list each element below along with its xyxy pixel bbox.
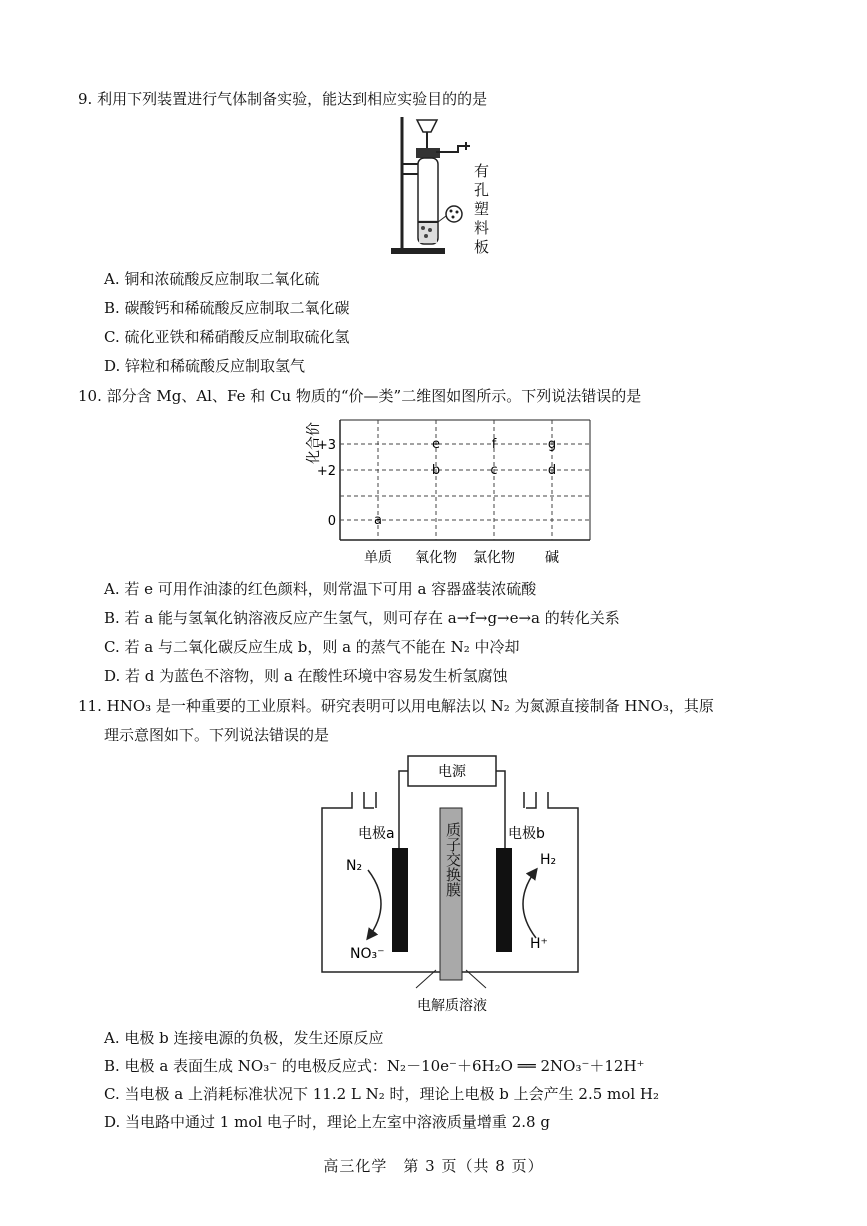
q11-option-b: B. 电极 a 表面生成 NO₃⁻ 的电极反应式：N₂－10e⁻＋6H₂O ══ 2NO₃⁻＋12H⁺ (104, 1057, 645, 1075)
q11-electrolyte-label: 电解质溶液 (417, 998, 487, 1014)
q10-ytick: 0 (327, 514, 336, 529)
q11-no3-label: NO₃⁻ (350, 946, 385, 962)
q10-xtick: 氧化物 (415, 550, 457, 566)
q10-ytick: +2 (316, 464, 336, 479)
q10-xtick: 氯化物 (473, 550, 515, 566)
q9-option-b: B. 碳酸钙和稀硫酸反应制取二氧化碳 (104, 299, 350, 317)
q9-label-char: 板 (474, 238, 490, 256)
q11-option-a: A. 电极 b 连接电源的负极，发生还原反应 (104, 1029, 384, 1047)
q10-point-g: g (547, 437, 557, 452)
q11-membrane-text: 质子交换膜 (444, 822, 462, 897)
q10-point-e: e (432, 437, 440, 452)
q9-option-d: D. 锌粒和稀硫酸反应制取氢气 (104, 357, 306, 375)
q10-valence-class-chart (298, 412, 598, 570)
q11-electrode-b-label: 电极b (508, 826, 545, 842)
q10-option-d: D. 若 d 为蓝色不溶物，则 a 在酸性环境中容易发生析氢腐蚀 (104, 667, 508, 685)
q10-point-d: d (547, 463, 557, 478)
q10-option-a: A. 若 e 可用作油漆的红色颜料，则常温下可用 a 容器盛装浓硫酸 (104, 580, 537, 598)
page-footer: 高三化学 第 3 页（共 8 页） (323, 1157, 544, 1175)
q10-point-f: f (491, 437, 497, 452)
q11-membrane-label (440, 822, 462, 897)
q10-xtick: 碱 (545, 550, 559, 566)
q11-power-label: 电源 (438, 764, 466, 780)
q10-point-a: a (374, 513, 382, 528)
q11-stem-line2: 理示意图如下。下列说法错误的是 (104, 726, 330, 744)
q11-electrode-a-label: 电极a (358, 826, 395, 842)
q11-stem-line1: 11. HNO₃ 是一种重要的工业原料。研究表明可以用电解法以 N₂ 为氮源直接制备 HNO₃，其原 (78, 697, 714, 715)
q10-stem: 10. 部分含 Mg、Al、Fe 和 Cu 物质的“价—类”二维图如图所示。下列说法错误的是 (78, 387, 642, 405)
q11-option-d: D. 当电路中通过 1 mol 电子时，理论上左室中溶液质量增重 2.8 g (104, 1113, 550, 1131)
q10-option-c: C. 若 a 与二氧化碳反应生成 b，则 a 的蒸气不能在 N₂ 中冷却 (104, 638, 520, 656)
q9-stem: 9. 利用下列装置进行气体制备实验，能达到相应实验目的的是 (78, 90, 488, 108)
q10-point-b: b (431, 463, 441, 478)
q11-option-c: C. 当电极 a 上消耗标准状况下 11.2 L N₂ 时，理论上电极 b 上会产生 2.5 mol H₂ (104, 1085, 659, 1103)
q10-y-axis-label: 化合价 (306, 422, 322, 464)
q9-label-char: 塑 (474, 200, 490, 218)
q9-figure-label (474, 162, 492, 257)
q10-option-b: B. 若 a 能与氢氧化钠溶液反应产生氢气，则可存在 a→f→g→e→a 的转化关系 (104, 609, 620, 627)
q9-option-a: A. 铜和浓硫酸反应制取二氧化硫 (104, 270, 320, 288)
q11-h2-label: H₂ (540, 852, 557, 868)
q9-option-c: C. 硫化亚铁和稀硝酸反应制取硫化氢 (104, 328, 350, 346)
q9-label-char: 料 (474, 219, 490, 237)
q10-ytick: +3 (316, 438, 336, 453)
q10-point-c: c (490, 463, 498, 478)
q9-label-char: 孔 (474, 181, 490, 199)
q10-xtick: 单质 (364, 550, 392, 566)
q9-label-char: 有 (474, 162, 490, 180)
q11-hplus-label: H⁺ (530, 936, 548, 952)
q11-n2-label: N₂ (346, 858, 363, 874)
